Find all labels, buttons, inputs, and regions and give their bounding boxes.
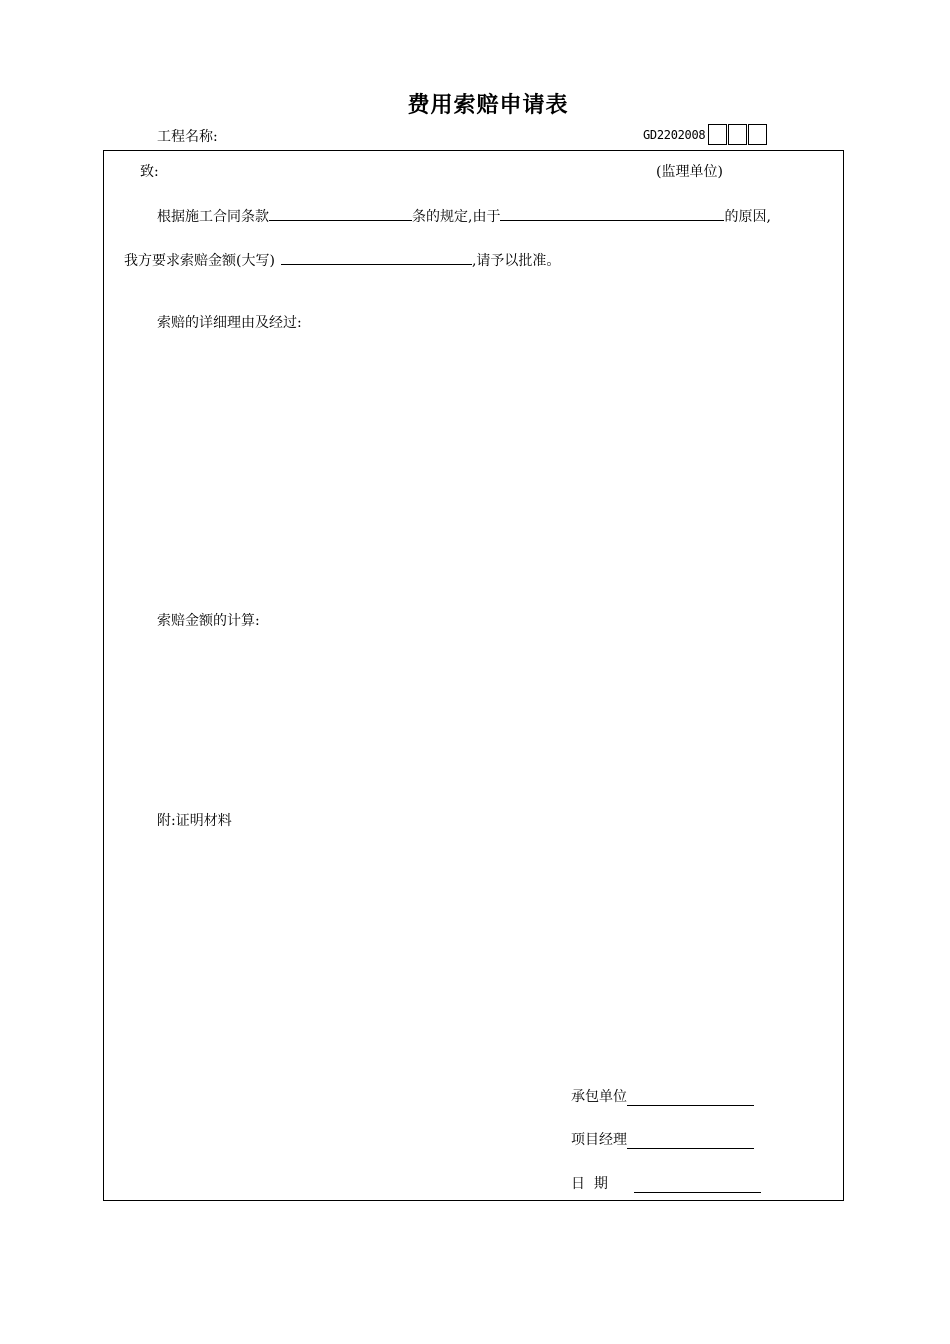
project-name-label: 工程名称: (157, 129, 218, 145)
code-box-3[interactable] (748, 124, 767, 145)
attachment-label: 附:证明材料 (157, 813, 232, 829)
manager-row (571, 1129, 754, 1149)
claim-reason-label: 索赔的详细理由及经过: (157, 315, 302, 331)
contractor-label: 承包单位 (571, 1089, 627, 1105)
claim-calc-label: 索赔金额的计算: (157, 613, 260, 629)
code-box-1[interactable] (708, 124, 727, 145)
form-frame (103, 150, 844, 1201)
code-box-2[interactable] (728, 124, 747, 145)
reason-field[interactable] (500, 206, 724, 221)
paragraph-1-part-c: 的原因, (724, 209, 771, 225)
contractor-row (571, 1086, 754, 1106)
to-label: 致: (140, 164, 159, 180)
date-row (571, 1173, 761, 1193)
claim-amount-field[interactable] (281, 250, 472, 265)
form-code-text: GD2202008 (643, 127, 706, 142)
paragraph-2-part-a: 我方要求索赔金额(大写) (124, 253, 275, 269)
manager-label: 项目经理 (571, 1132, 627, 1148)
supervisor-unit-label: (监理单位) (656, 164, 723, 180)
date-label: 日 期 (571, 1176, 608, 1192)
form-title: 费用索赔申请表 (407, 93, 569, 118)
manager-field[interactable] (627, 1132, 754, 1149)
paragraph-1 (157, 206, 771, 226)
contractor-field[interactable] (627, 1089, 754, 1106)
date-field[interactable] (634, 1176, 761, 1193)
paragraph-1-part-b: 条的规定,由于 (412, 209, 501, 225)
form-code (643, 124, 767, 145)
paragraph-2-part-b: ,请予以批准。 (471, 253, 561, 269)
paragraph-1-part-a: 根据施工合同条款 (157, 209, 269, 225)
paragraph-2 (124, 250, 560, 270)
contract-clause-field[interactable] (269, 206, 412, 221)
